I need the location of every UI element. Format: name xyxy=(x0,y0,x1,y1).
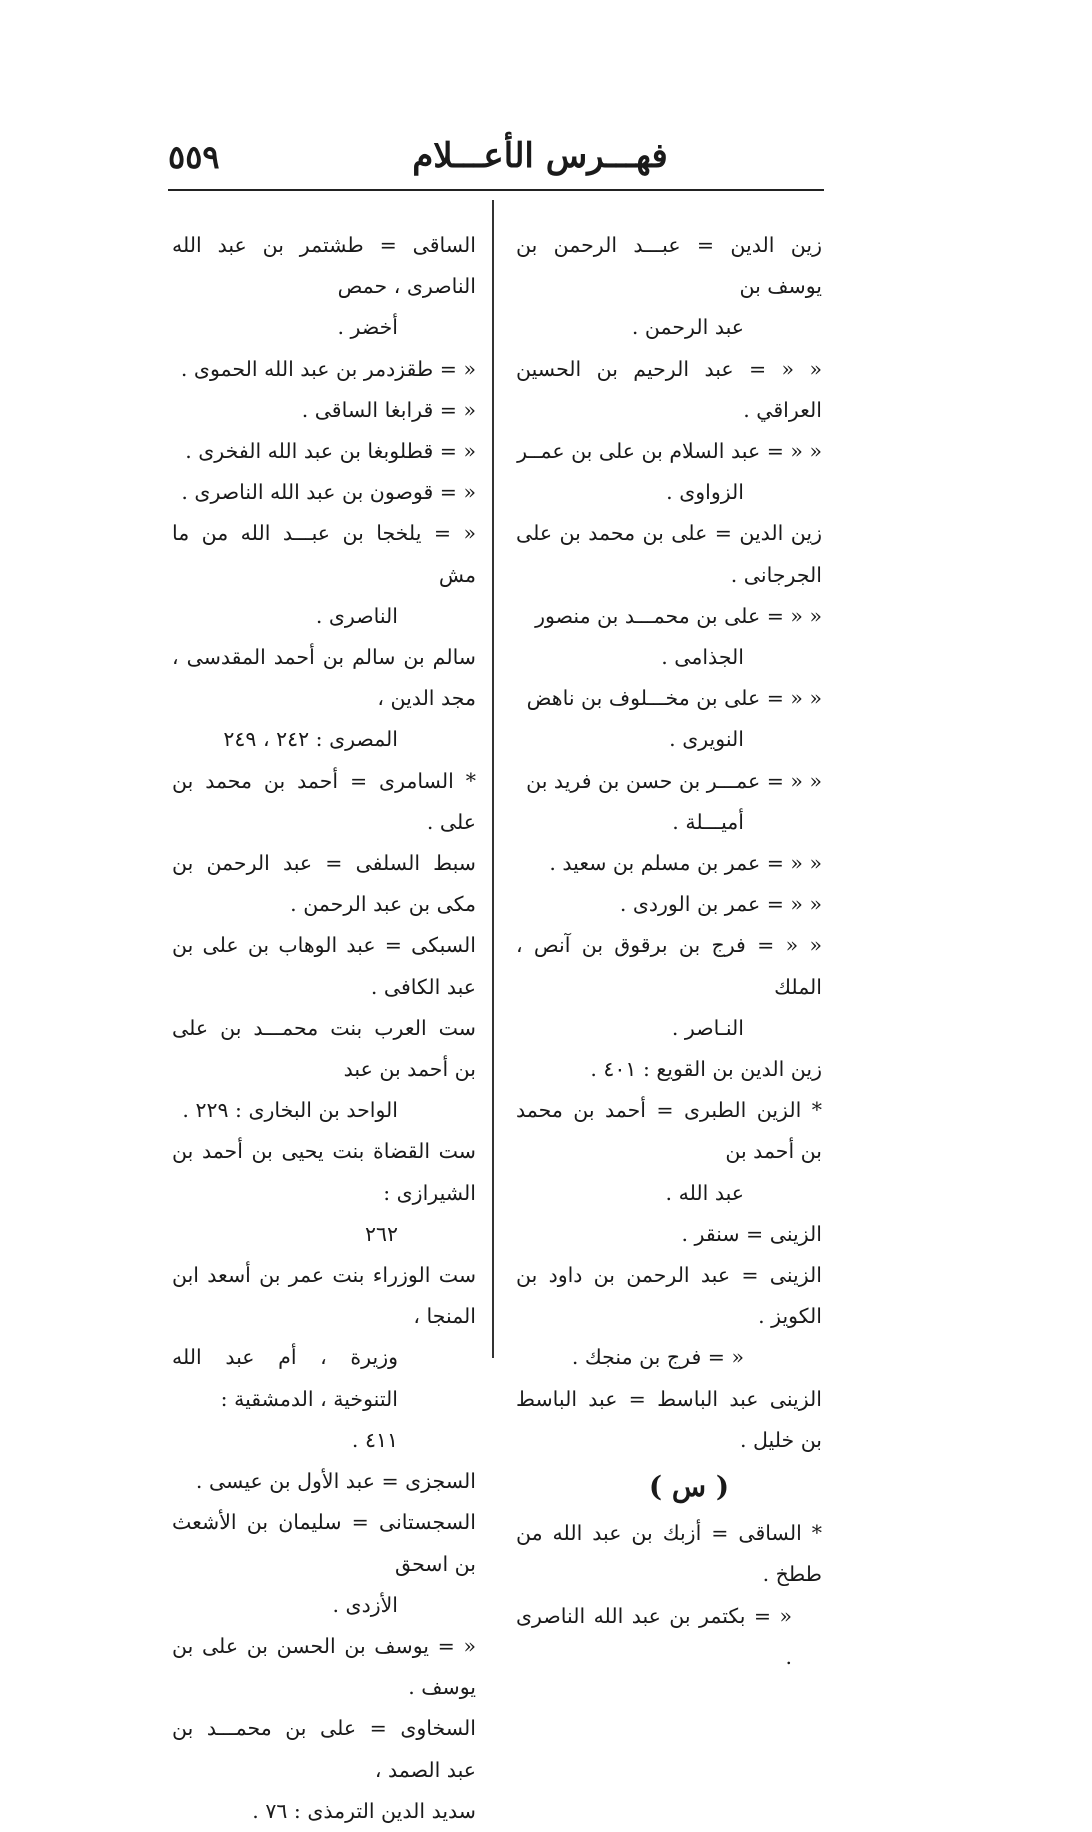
index-line: الساقى = طشتمر بن عبد الله الناصرى ، حمص xyxy=(172,233,476,299)
index-line: الزينى = سنقر . xyxy=(681,1221,822,1246)
index-line: الزينى = عبد الرحمن بن داود بن الكويز . xyxy=(516,1263,822,1329)
index-line: المصرى : ٢٤٢ ، ٢٤٩ xyxy=(223,727,398,752)
index-line: زين الدين = على بن محمد بن على الجرجانى . xyxy=(516,521,822,587)
index-line: * الزين الطبرى = أحمد بن محمد بن أحمد بن xyxy=(516,1098,822,1164)
index-line: * السامرى = أحمد بن محمد بن على . xyxy=(172,768,476,834)
index-line: السخاوى = على بن محمـــد بن عبد الصمد ، xyxy=(172,1716,476,1782)
index-line: « = طقزدمر بن عبد الله الحموى . xyxy=(180,356,476,381)
index-line: « « = عمـــر بن حسن بن فريد بن xyxy=(526,768,822,793)
index-line: وزيرة ، أم عبد الله التنوخية ، الدمشقية : xyxy=(172,1345,398,1411)
index-line: السجستانى = سليمان بن الأشعث بن اسحق xyxy=(172,1510,476,1576)
index-line: الزواوى . xyxy=(666,480,744,505)
index-line: * الساقى = أزبك بن عبد الله من ططخ . xyxy=(516,1521,822,1587)
index-line: « = يوسف بن الحسن بن على بن يوسف . xyxy=(172,1633,476,1700)
page-number: ٥٥٩ xyxy=(168,138,220,176)
index-line: أخضر . xyxy=(337,315,398,340)
index-line: السجزى = عبد الأول بن عيسى . xyxy=(195,1469,476,1494)
column-divider xyxy=(492,200,494,1358)
index-line: « « = فرج بن برقوق بن آنص ، الملك xyxy=(516,933,822,999)
right-column xyxy=(516,225,822,1678)
index-line: ٢٦٢ xyxy=(364,1221,398,1246)
index-line: الناصرى . xyxy=(315,603,398,628)
index-line: ست القضاة بنت يحيى بن أحمد بن الشيرازى : xyxy=(172,1139,476,1205)
page-header xyxy=(0,0,1092,200)
left-column xyxy=(172,225,476,1832)
header-rule xyxy=(168,189,824,191)
index-line: النـاصر . xyxy=(671,1015,744,1040)
index-line: الجذامى . xyxy=(661,645,744,670)
index-line: سديد الدين الترمذى : ٧٦ . xyxy=(252,1798,476,1823)
index-line: « = فرج بن منجك . xyxy=(571,1345,744,1370)
index-line: أميـــلة . xyxy=(672,809,744,834)
page-title: فهـــرس الأعـــلام xyxy=(412,136,668,176)
index-line: « « = عمر بن مسلم بن سعيد . xyxy=(549,851,822,876)
index-line: الواحد بن البخارى : ٢٢٩ . xyxy=(182,1098,398,1123)
index-line: « = قرابغا الساقى . xyxy=(301,397,476,422)
index-line: عبد الرحمن . xyxy=(631,315,744,340)
index-line: الأزدى . xyxy=(332,1592,398,1617)
index-line: « = قوصون بن عبد الله الناصرى . xyxy=(181,480,476,505)
index-line: عبد الله . xyxy=(665,1180,744,1205)
index-line: سبط السلفى = عبد الرحمن بن مكى بن عبد الرحمن . xyxy=(172,851,476,917)
index-line: سالم بن سالم بن أحمد المقدسى ، مجد الدين ، xyxy=(172,645,476,711)
index-line: ٤١١ . xyxy=(351,1427,398,1452)
index-line: « = بكتمر بن عبد الله الناصرى . xyxy=(516,1603,792,1669)
index-line: السبكى = عبد الوهاب بن على بن عبد الكافى . xyxy=(172,933,476,999)
index-line: « « = عمر بن الوردى . xyxy=(619,892,822,917)
index-line: « « = عبد السلام بن على بن عمــر xyxy=(517,439,822,464)
index-line: النويرى . xyxy=(669,727,744,752)
index-line: « « = على بن محمـــد بن منصور xyxy=(535,603,822,628)
index-line: زين الدين = عبـــد الرحمن بن يوسف بن xyxy=(516,233,822,299)
section-heading: ( س ) xyxy=(648,1470,730,1504)
index-line: ست العرب بنت محمـــد بن على بن أحمد بن عبد xyxy=(172,1015,476,1082)
index-line: « = قطلوبغا بن عبد الله الفخرى . xyxy=(185,439,476,464)
index-line: الزينى عبد الباسط = عبد الباسط بن خليل . xyxy=(516,1386,822,1452)
index-line: « « = عبد الرحيم بن الحسين العراقي . xyxy=(516,356,822,422)
index-line: « « = على بن مخـــلوف بن ناهض xyxy=(526,686,822,711)
index-line: ست الوزراء بنت عمر بن أسعد ابن المنجا ، xyxy=(172,1263,476,1329)
index-line: زين الدين بن القويع : ٤٠١ . xyxy=(590,1057,822,1082)
index-line: « = يلخجا بن عبـــد الله من ما مش xyxy=(172,521,476,587)
